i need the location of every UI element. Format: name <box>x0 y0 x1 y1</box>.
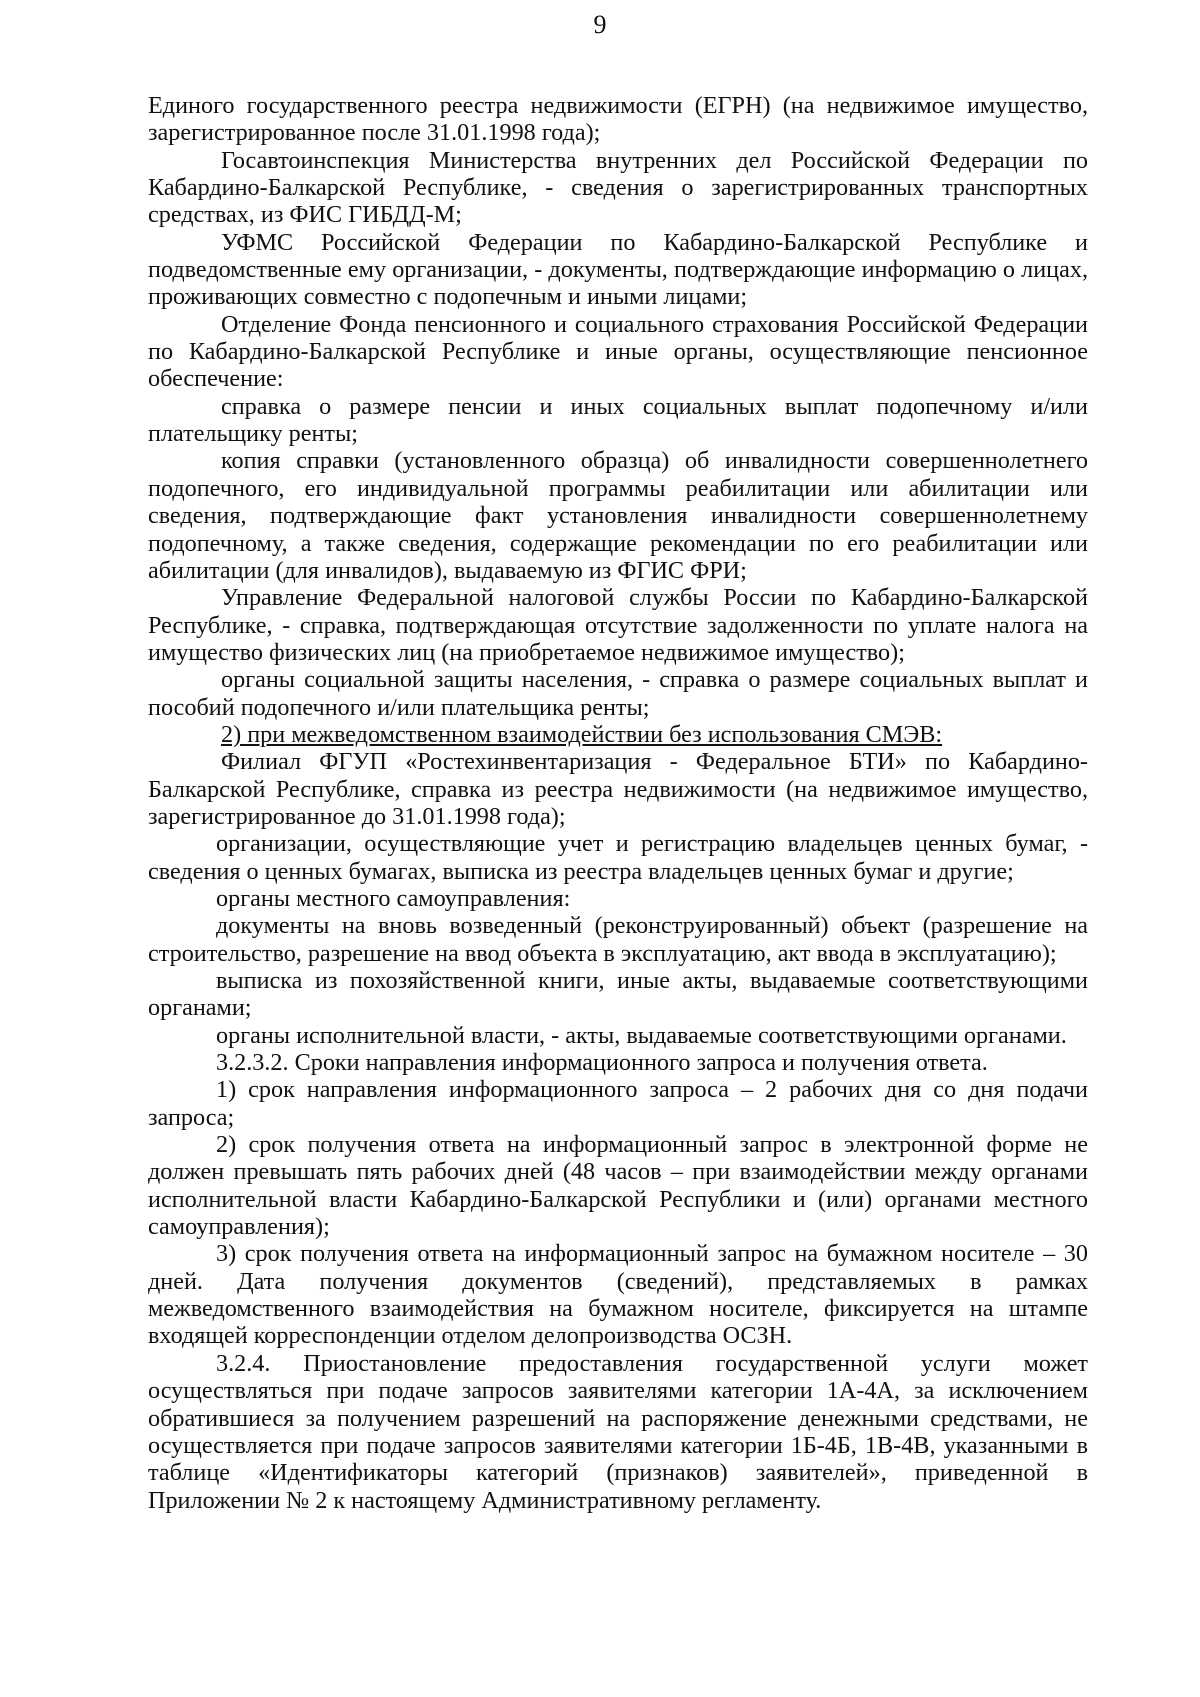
page-number: 9 <box>593 10 607 39</box>
paragraph: 3.2.4. Приостановление предоставления государственной услуги может осуществляться при подаче запросов заявителями категории 1А-4А, за исключением обратившиеся за получением разрешений на распоряжение денежными средствами, не осуществляется при подаче запросов заявителями категории 1Б-4Б, 1В-4В, указанными в таблице «Идентификаторы категорий (признаков) заявителей», приведенной в Приложении № 2 к настоящему Административному регламенту. <box>148 1349 1088 1514</box>
paragraph: Отделение Фонда пенсионного и социального страхования Российской Федерации по Кабардино-Балкарской Республике и иные органы, осуществляющие пенсионное обеспечение: <box>148 310 1088 393</box>
paragraph: 3.2.3.2. Сроки направления информационного запроса и получения ответа. <box>216 1049 988 1077</box>
paragraph: 3) срок получения ответа на информационный запрос на бумажном носителе – 30 дней. Дата получения документов (сведений), представляемых в рамках межведомственного взаимодействия на бумажном носителе, фиксируется на штампе входящей корреспонденции отделом делопроизводства ОСЗН. <box>148 1240 1088 1350</box>
paragraph: 1) срок направления информационного запроса – 2 рабочих дня со дня подачи запроса; <box>148 1076 1088 1131</box>
paragraph: УФМС Российской Федерации по Кабардино-Балкарской Республике и подведомственные ему организации, - документы, подтверждающие информацию о лицах, проживающих совместно с подопечным и иными лицами; <box>148 228 1088 311</box>
paragraph: органы исполнительной власти, - акты, выдаваемые соответствующими органами. <box>216 1021 1067 1049</box>
paragraph: Филиал ФГУП «Ростехинвентаризация - Федеральное БТИ» по Кабардино-Балкарской Республике, справка из реестра недвижимости (на недвижимое имущество, зарегистрированное до 31.01.1998 года); <box>148 748 1088 830</box>
paragraph: Управление Федеральной налоговой службы России по Кабардино-Балкарской Республике, - справка, подтверждающая отсутствие задолженности по уплате налога на имущество физических лиц (на приобретаемое недвижимое имущество); <box>148 584 1088 666</box>
paragraph: копия справки (установленного образца) об инвалидности совершеннолетнего подопечного, его индивидуальной программы реабилитации или абилитации или сведения, подтверждающие факт установления инвалидности совершеннолетнему подопечному, а также сведения, содержащие рекомендации по его реабилитации или абилитации (для инвалидов), выдаваемую из ФГИС ФРИ; <box>148 447 1088 584</box>
paragraph: 2) срок получения ответа на информационный запрос в электронной форме не должен превышать пять рабочих дней (48 часов – при взаимодействии между органами исполнительной власти Кабардино-Балкарской Республики и (или) органами местного самоуправления); <box>148 1131 1088 1241</box>
paragraph: документы на вновь возведенный (реконструированный) объект (разрешение на строительство, разрешение на ввод объекта в эксплуатацию, акт ввода в эксплуатацию); <box>148 912 1088 967</box>
paragraph: органы местного самоуправления: <box>216 884 571 912</box>
paragraph: Госавтоинспекция Министерства внутренних дел Российской Федерации по Кабардино-Балкарской Республике, - сведения о зарегистрированных транспортных средствах, из ФИС ГИБДД-М; <box>148 146 1088 229</box>
document-body <box>148 92 1088 1514</box>
paragraph: Единого государственного реестра недвижимости (ЕГРН) (на недвижимое имущество, зарегистрированное после 31.01.1998 года); <box>148 92 1088 147</box>
section-subheading: 2) при межведомственном взаимодействии без использования СМЭВ: <box>221 720 943 748</box>
paragraph: справка о размере пенсии и иных социальных выплат подопечному и/или плательщику ренты; <box>148 392 1088 448</box>
paragraph: организации, осуществляющие учет и регистрацию владельцев ценных бумаг, - сведения о ценных бумагах, выписка из реестра владельцев ценных бумаг и другие; <box>148 830 1088 885</box>
paragraph: органы социальной защиты населения, - справка о размере социальных выплат и пособий подопечного и/или плательщика ренты; <box>148 666 1088 721</box>
paragraph: выписка из похозяйственной книги, иные акты, выдаваемые соответствующими органами; <box>148 967 1088 1022</box>
